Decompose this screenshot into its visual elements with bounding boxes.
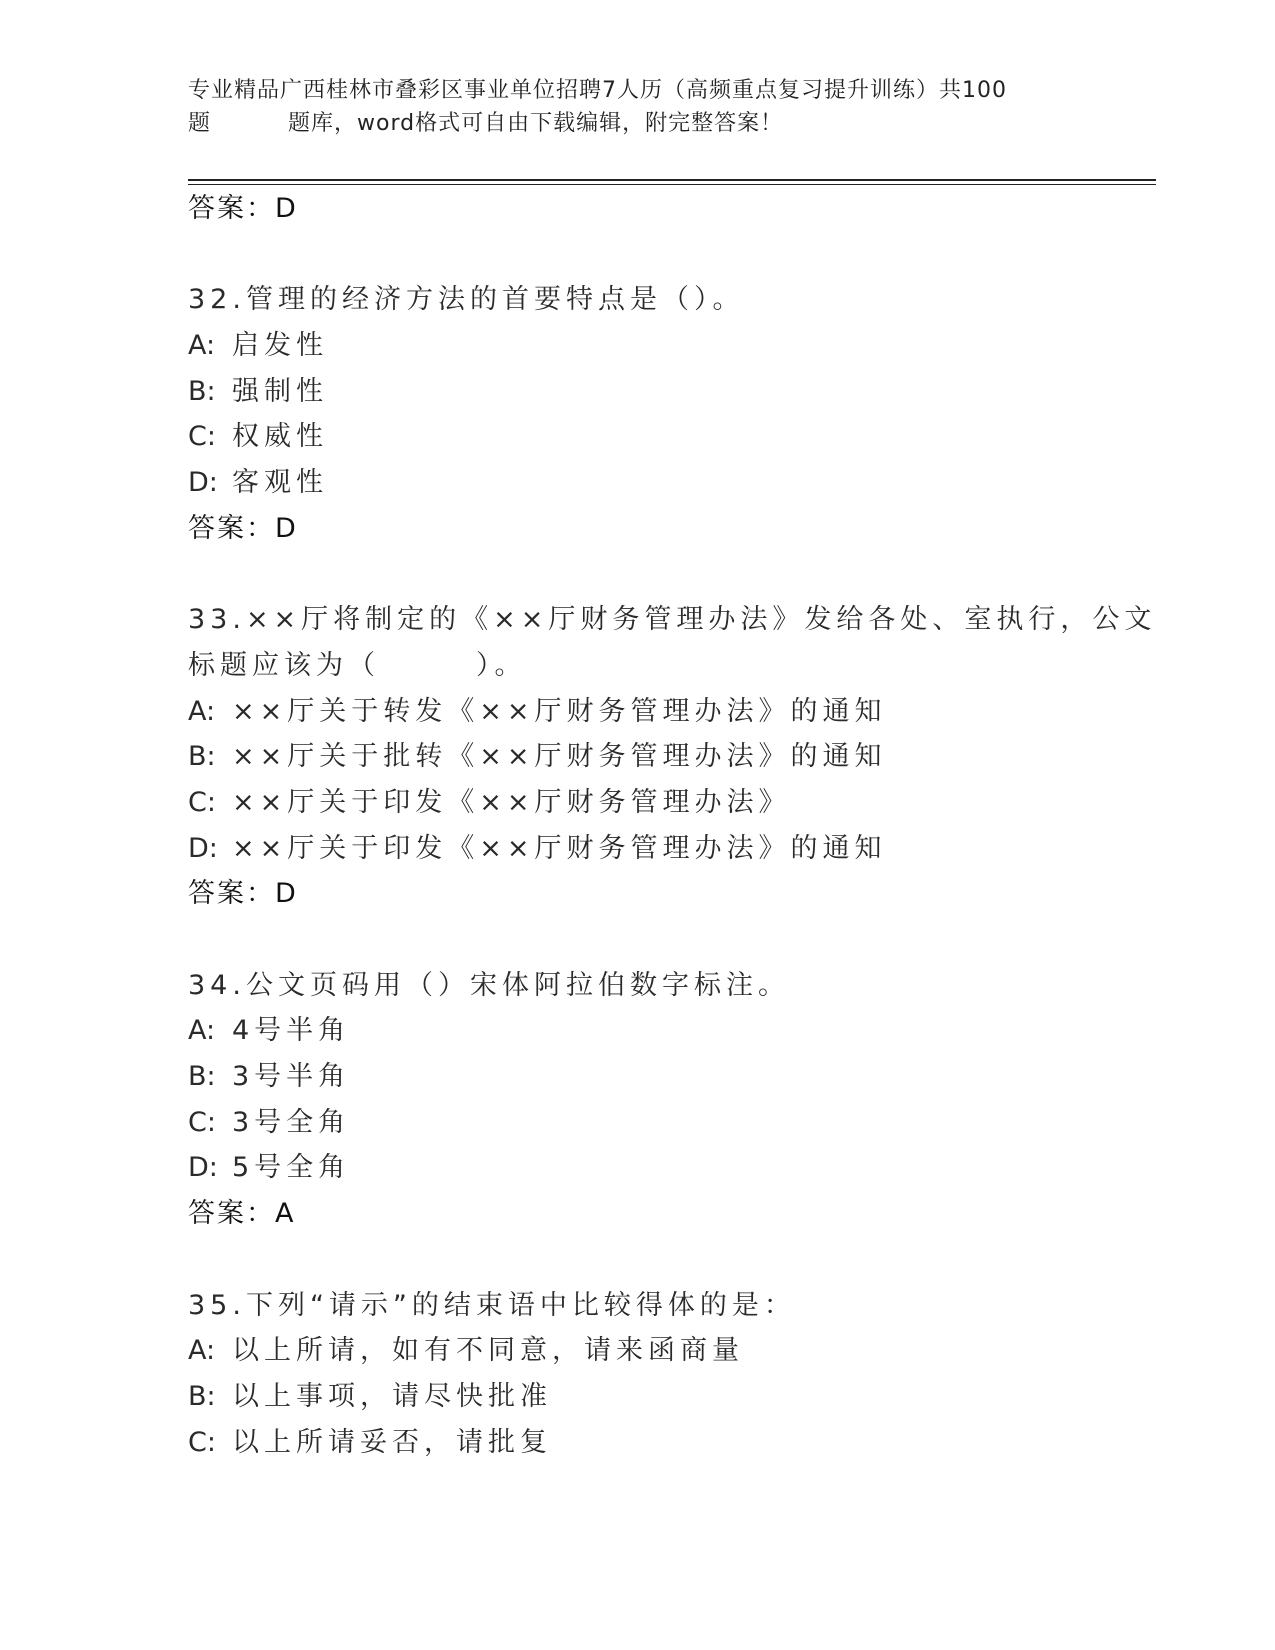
option-text: 3号全角: [232, 1106, 351, 1138]
option-text: 以上所请妥否，请批复: [232, 1426, 552, 1458]
option-label: B:: [188, 1380, 216, 1412]
option-label: C:: [188, 1426, 216, 1458]
spacer: [188, 1237, 1168, 1283]
option-text: 权威性: [232, 421, 328, 453]
option-c: [188, 1100, 1168, 1146]
header-divider-thin: [188, 184, 1156, 185]
option-text: 客观性: [232, 467, 328, 499]
option-label: B:: [188, 741, 216, 773]
option-text: 4号半角: [232, 1015, 351, 1047]
option-text: ××厅关于转发《××厅财务管理办法》的通知: [232, 695, 887, 727]
question-stem: 35.下列“请示”的结束语中比较得体的是：: [188, 1289, 796, 1321]
spacer: [188, 917, 1168, 963]
option-a: [188, 1008, 1168, 1054]
option-d: [188, 460, 1168, 506]
question-block: [188, 277, 1168, 551]
question-stem: 33.××厅将制定的《××厅财务管理办法》发给各处、室执行，公文: [188, 604, 1157, 636]
option-label: A:: [188, 330, 216, 362]
spacer: [188, 232, 1168, 278]
option-d: [188, 826, 1168, 872]
page-header: [188, 74, 1088, 140]
option-a: [188, 323, 1168, 369]
option-b: [188, 1374, 1168, 1420]
option-label: C:: [188, 421, 216, 453]
option-d: [188, 1145, 1168, 1191]
option-label: B:: [188, 375, 216, 407]
option-label: B:: [188, 1061, 216, 1093]
header-title-line2-rest: 题库，word格式可自由下载编辑，附完整答案！: [288, 111, 784, 136]
question-answer: 答案：D: [188, 512, 298, 544]
question-block: [188, 963, 1168, 1237]
previous-answer: 答案：D: [188, 193, 298, 224]
option-text: 3号半角: [232, 1061, 351, 1093]
question-stem-continued: 标题应该为（ ）。: [188, 649, 527, 681]
option-a: [188, 1328, 1168, 1374]
option-text: 以上事项，请尽快批准: [232, 1380, 552, 1412]
question-stem: 34.公文页码用（）宋体阿拉伯数字标注。: [188, 969, 790, 1001]
option-text: ××厅关于印发《××厅财务管理办法》: [232, 786, 791, 818]
question-block: [188, 597, 1168, 917]
option-text: 强制性: [232, 375, 328, 407]
header-divider-thick: [188, 179, 1156, 181]
question-list: [188, 186, 1168, 1465]
option-text: ××厅关于印发《××厅财务管理办法》的通知: [232, 832, 887, 864]
spacer: [188, 552, 1168, 598]
option-label: D:: [188, 832, 218, 864]
option-b: [188, 369, 1168, 415]
option-label: D:: [188, 1152, 218, 1184]
option-text: ××厅关于批转《××厅财务管理办法》的通知: [232, 741, 887, 773]
option-label: D:: [188, 467, 218, 499]
question-stem: 32.管理的经济方法的首要特点是（）。: [188, 284, 745, 316]
option-label: C:: [188, 786, 216, 818]
header-title-line1: 专业精品广西桂林市叠彩区事业单位招聘7人历（高频重点复习提升训练）共100: [188, 78, 1007, 103]
question-block: [188, 1283, 1168, 1466]
option-label: A:: [188, 695, 216, 727]
header-title-line2-lead: 题: [188, 111, 212, 136]
option-text: 以上所请，如有不同意，请来函商量: [232, 1335, 744, 1367]
question-answer: 答案：D: [188, 878, 298, 910]
header-title-line2: [188, 107, 1088, 140]
question-answer: 答案：A: [188, 1198, 296, 1230]
option-c: [188, 414, 1168, 460]
option-b: [188, 1054, 1168, 1100]
option-label: C:: [188, 1106, 216, 1138]
option-b: [188, 734, 1168, 780]
option-c: [188, 1420, 1168, 1466]
option-a: [188, 689, 1168, 735]
option-label: A:: [188, 1015, 216, 1047]
option-text: 启发性: [232, 330, 328, 362]
option-label: A:: [188, 1335, 216, 1367]
option-c: [188, 780, 1168, 826]
option-text: 5号全角: [232, 1152, 351, 1184]
